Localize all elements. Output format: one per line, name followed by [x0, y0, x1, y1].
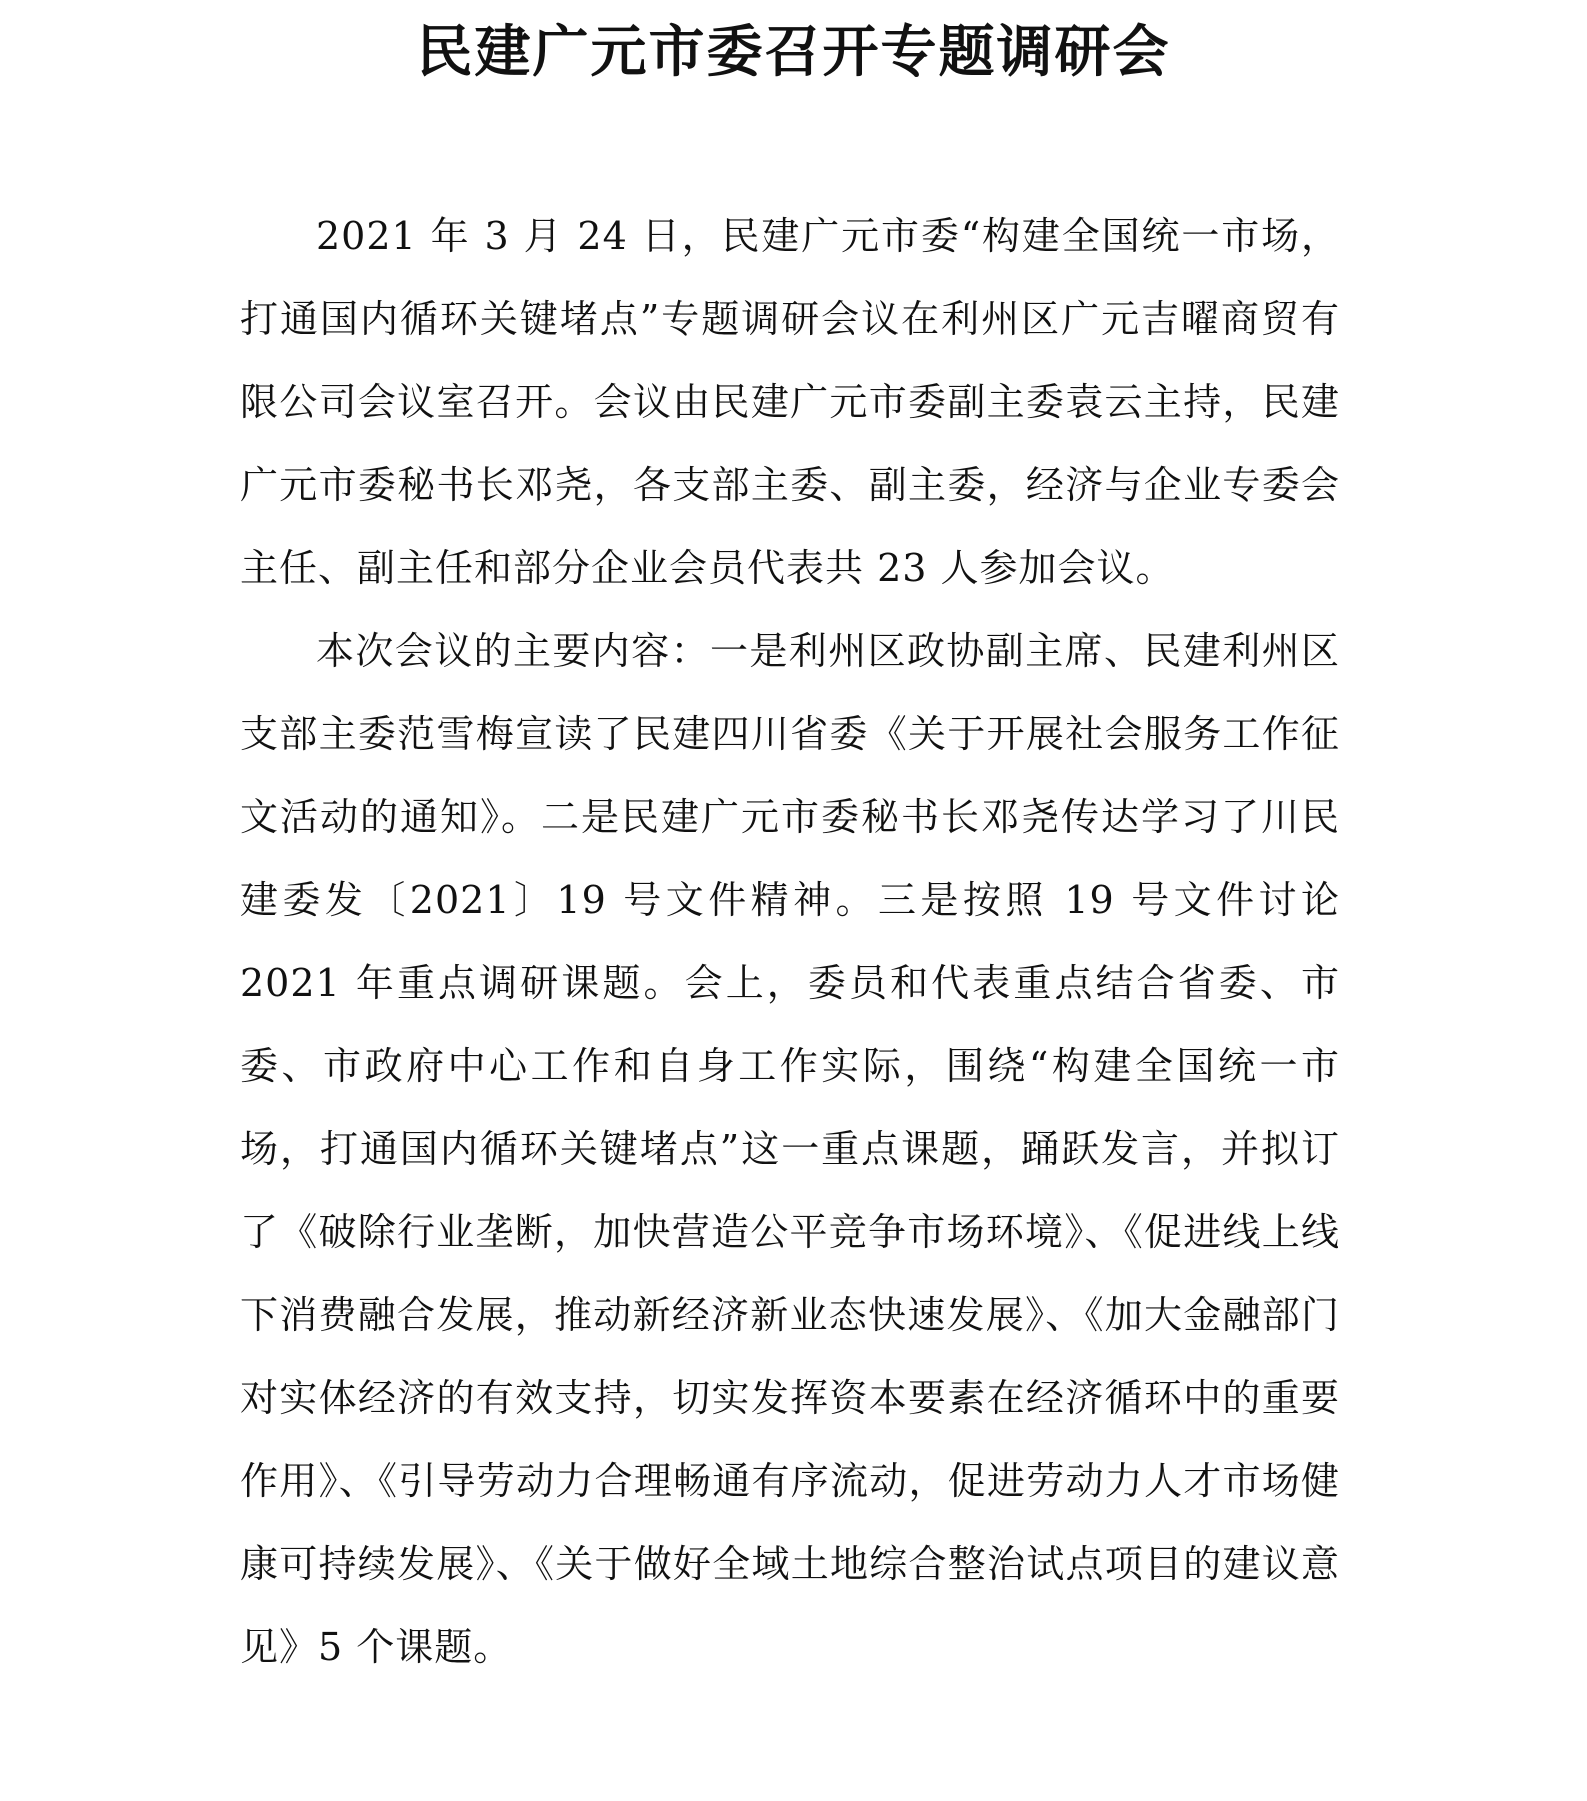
paragraph-meeting-content: 本次会议的主要内容：一是利州区政协副主席、民建利州区支部主委范雪梅宣读了民建四川省委《关于开展社会服务工作征文活动的通知》。二是民建广元市委秘书长邓尧传达学习了川民建委发〔2021〕19 号文件精神。三是按照 19 号文件讨论 2021 年重点调研课题。会上，委员和代表重点结合省委、市委、市政府中心工作和自身工作实际，围绕“构建全国统一市场，打通国内循环关键堵点”这一重点课题，踊跃发言，并拟订了《破除行业垄断，加快营造公平竞争市场环境》、《促进线上线下消费融合发展，推动新经济新业态快速发展》、《加大金融部门对实体经济的有效支持，切实发挥资本要素在经济循环中的重要作用》、《引导劳动力合理畅通有序流动，促进劳动力人才市场健康可持续发展》、《关于做好全域土地综合整治试点项目的建议意见》5 个课题。 — [240, 629, 1340, 1669]
document-body — [240, 195, 1340, 1689]
document-title: 民建广元市委召开专题调研会 — [416, 19, 1171, 85]
paragraph-meeting-overview: 2021 年 3 月 24 日，民建广元市委“构建全国统一市场，打通国内循环关键堵点”专题调研会议在利州区广元吉曜商贸有限公司会议室召开。会议由民建广元市委副主委袁云主持，民建广元市委秘书长邓尧，各支部主委、副主委，经济与企业专委会主任、副主任和部分企业会员代表共 23 人参加会议。 — [240, 214, 1340, 590]
